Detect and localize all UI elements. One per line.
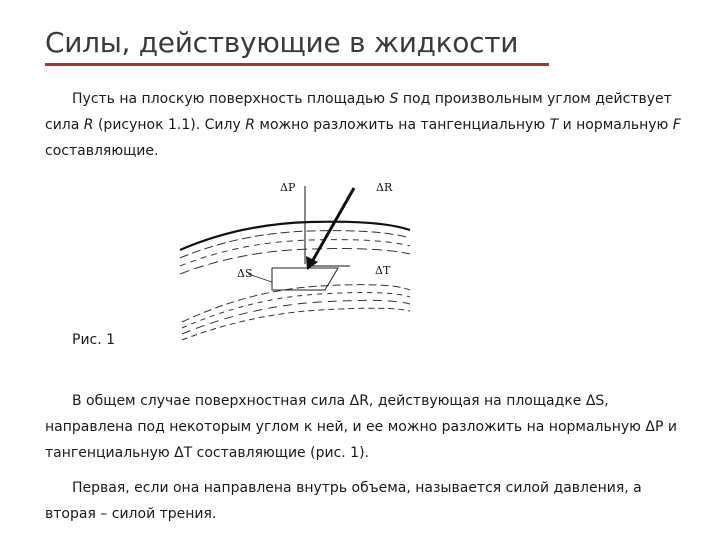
resultant-force-arrow: [313, 188, 354, 260]
fluid-layer-line: [182, 300, 410, 334]
fluid-layer-line: [182, 308, 410, 340]
label-dS: ΔS: [237, 267, 253, 280]
intro-paragraph: Пусть на плоскую поверхность площадью S под произвольным углом действует сила R (рисунок 1.1). Силу R можно разложить на тангенциальную T и нормальную F составляющие.: [45, 91, 681, 159]
definition-paragraph: Первая, если она направлена внутрь объема, называется силой давления, а вторая – силой трения.: [45, 480, 642, 522]
fluid-layer-line: [180, 240, 410, 266]
slide-title: Силы, действующие в жидкости: [45, 26, 519, 59]
surface-curve: [180, 222, 410, 250]
label-dR: ΔR: [376, 181, 393, 194]
fluid-layer-line: [182, 293, 410, 328]
general-case-paragraph: В общем случае поверхностная сила ΔR, действующая на площадке ΔS, направлена под некоторым углом к ней, и ее можно разложить на нормальную ΔP и тангенциальную ΔT составляющие (рис. 1).: [45, 393, 677, 461]
figure-caption: Рис. 1: [72, 332, 116, 348]
label-dT: ΔT: [375, 264, 391, 277]
title-underline: [45, 63, 549, 66]
force-diagram: [170, 172, 420, 347]
label-dP: ΔP: [280, 181, 296, 194]
area-element: [272, 268, 338, 290]
